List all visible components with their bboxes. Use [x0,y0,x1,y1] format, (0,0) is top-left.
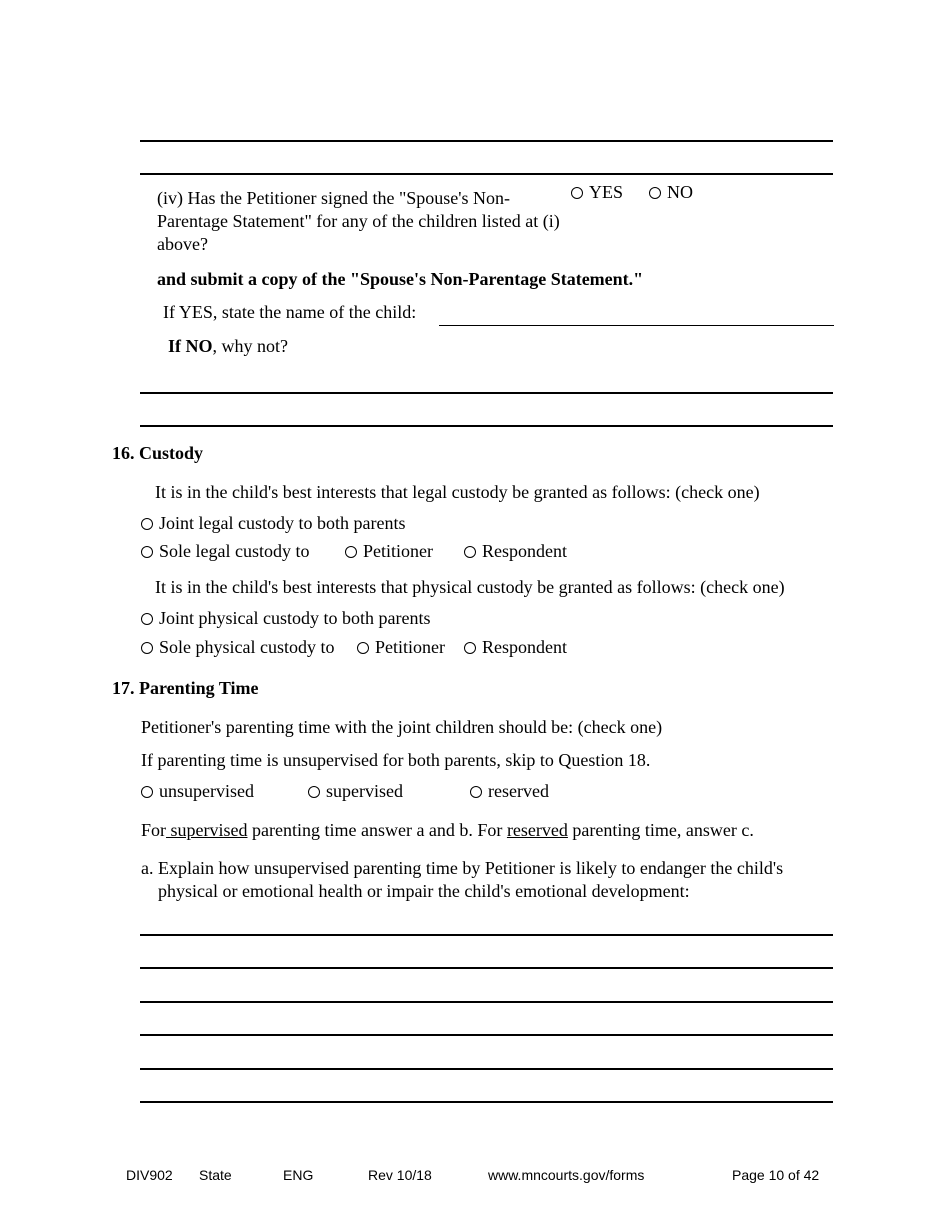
supervised-label: supervised [326,781,403,801]
unsupervised-radio[interactable] [141,786,153,798]
sole-legal-petitioner-radio[interactable] [345,546,357,558]
submit-note: and submit a copy of the "Spouse's Non-Parentage Statement." [157,269,644,289]
reserved-option[interactable] [470,781,549,802]
answer-line[interactable] [140,967,833,969]
sole-physical-petitioner-radio[interactable] [357,642,369,654]
yes-label: YES [589,182,624,202]
supervised-radio[interactable] [308,786,320,798]
if-yes-label: If YES, state the name of the child: [163,302,417,322]
yes-radio[interactable] [571,187,583,199]
answer-line[interactable] [140,392,833,394]
inst-end: parenting time, answer c. [567,820,754,840]
inst-for: For [141,820,167,840]
sole-physical-option[interactable] [141,637,334,658]
joint-physical-label: Joint physical custody to both parents [159,608,431,628]
answer-line[interactable] [140,1101,833,1103]
unsupervised-option[interactable] [141,781,254,802]
if-no-label [168,336,288,357]
footer-revision: Rev 10/18 [368,1167,432,1183]
sole-physical-petitioner-option[interactable] [357,637,445,658]
joint-physical-option[interactable] [141,608,430,629]
parenting-time-intro: Petitioner's parenting time with the joint children should be: (check one) [141,717,663,737]
joint-legal-radio[interactable] [141,518,153,530]
legal-custody-intro: It is in the child's best interests that legal custody be granted as follows: (check one) [155,482,760,502]
parenting-time-heading: 17. Parenting Time [112,678,259,698]
answer-line[interactable] [140,1001,833,1003]
petitioner-label: Petitioner [363,541,433,561]
answer-line[interactable] [140,140,833,142]
footer-language: ENG [283,1167,314,1183]
footer-page-number: Page 10 of 42 [732,1167,820,1183]
custody-heading: 16. Custody [112,443,204,463]
yes-option[interactable] [571,182,623,203]
sole-physical-radio[interactable] [141,642,153,654]
sole-physical-respondent-radio[interactable] [464,642,476,654]
footer-url[interactable]: www.mncourts.gov/forms [488,1167,645,1183]
no-option[interactable] [649,182,693,203]
footer-form-id: DIV902 [126,1167,173,1183]
answer-line[interactable] [140,173,833,175]
sole-legal-petitioner-option[interactable] [345,541,433,562]
physical-custody-intro: It is in the child's best interests that physical custody be granted as follows: (check one) [155,577,785,597]
inst-supervised: supervised [166,820,248,840]
joint-physical-radio[interactable] [141,613,153,625]
footer-state: State [199,1167,232,1183]
petitioner-label: Petitioner [375,637,445,657]
no-radio[interactable] [649,187,661,199]
joint-legal-option[interactable] [141,513,405,534]
inst-mid: parenting time answer a and b. For [247,820,507,840]
skip-note: If parenting time is unsupervised for both parents, skip to Question 18. [141,750,651,770]
answer-line[interactable] [140,1034,833,1036]
question-iv: (iv) Has the Petitioner signed the "Spouse's Non-Parentage Statement" for any of the children listed at (i) above? [157,188,560,254]
if-no-bold: If NO [168,336,213,356]
answer-line[interactable] [140,1068,833,1070]
no-label: NO [667,182,693,202]
respondent-label: Respondent [482,637,567,657]
reserved-radio[interactable] [470,786,482,798]
supervised-option[interactable] [308,781,403,802]
answer-instructions [141,820,754,841]
question-a-line2: physical or emotional health or impair the child's emotional development: [158,881,690,901]
answer-line[interactable] [140,934,833,936]
sole-legal-respondent-radio[interactable] [464,546,476,558]
sole-legal-label: Sole legal custody to [159,541,310,561]
sole-physical-label: Sole physical custody to [159,637,335,657]
if-no-rest: , why not? [212,336,288,356]
sole-physical-respondent-option[interactable] [464,637,567,658]
unsupervised-label: unsupervised [159,781,254,801]
sole-legal-option[interactable] [141,541,309,562]
respondent-label: Respondent [482,541,567,561]
sole-legal-radio[interactable] [141,546,153,558]
question-a-line1: a. Explain how unsupervised parenting time by Petitioner is likely to endanger the child's [141,858,784,878]
child-name-field[interactable] [439,325,834,326]
joint-legal-label: Joint legal custody to both parents [159,513,406,533]
inst-reserved: reserved [506,820,568,840]
answer-line[interactable] [140,425,833,427]
reserved-label: reserved [488,781,549,801]
sole-legal-respondent-option[interactable] [464,541,567,562]
